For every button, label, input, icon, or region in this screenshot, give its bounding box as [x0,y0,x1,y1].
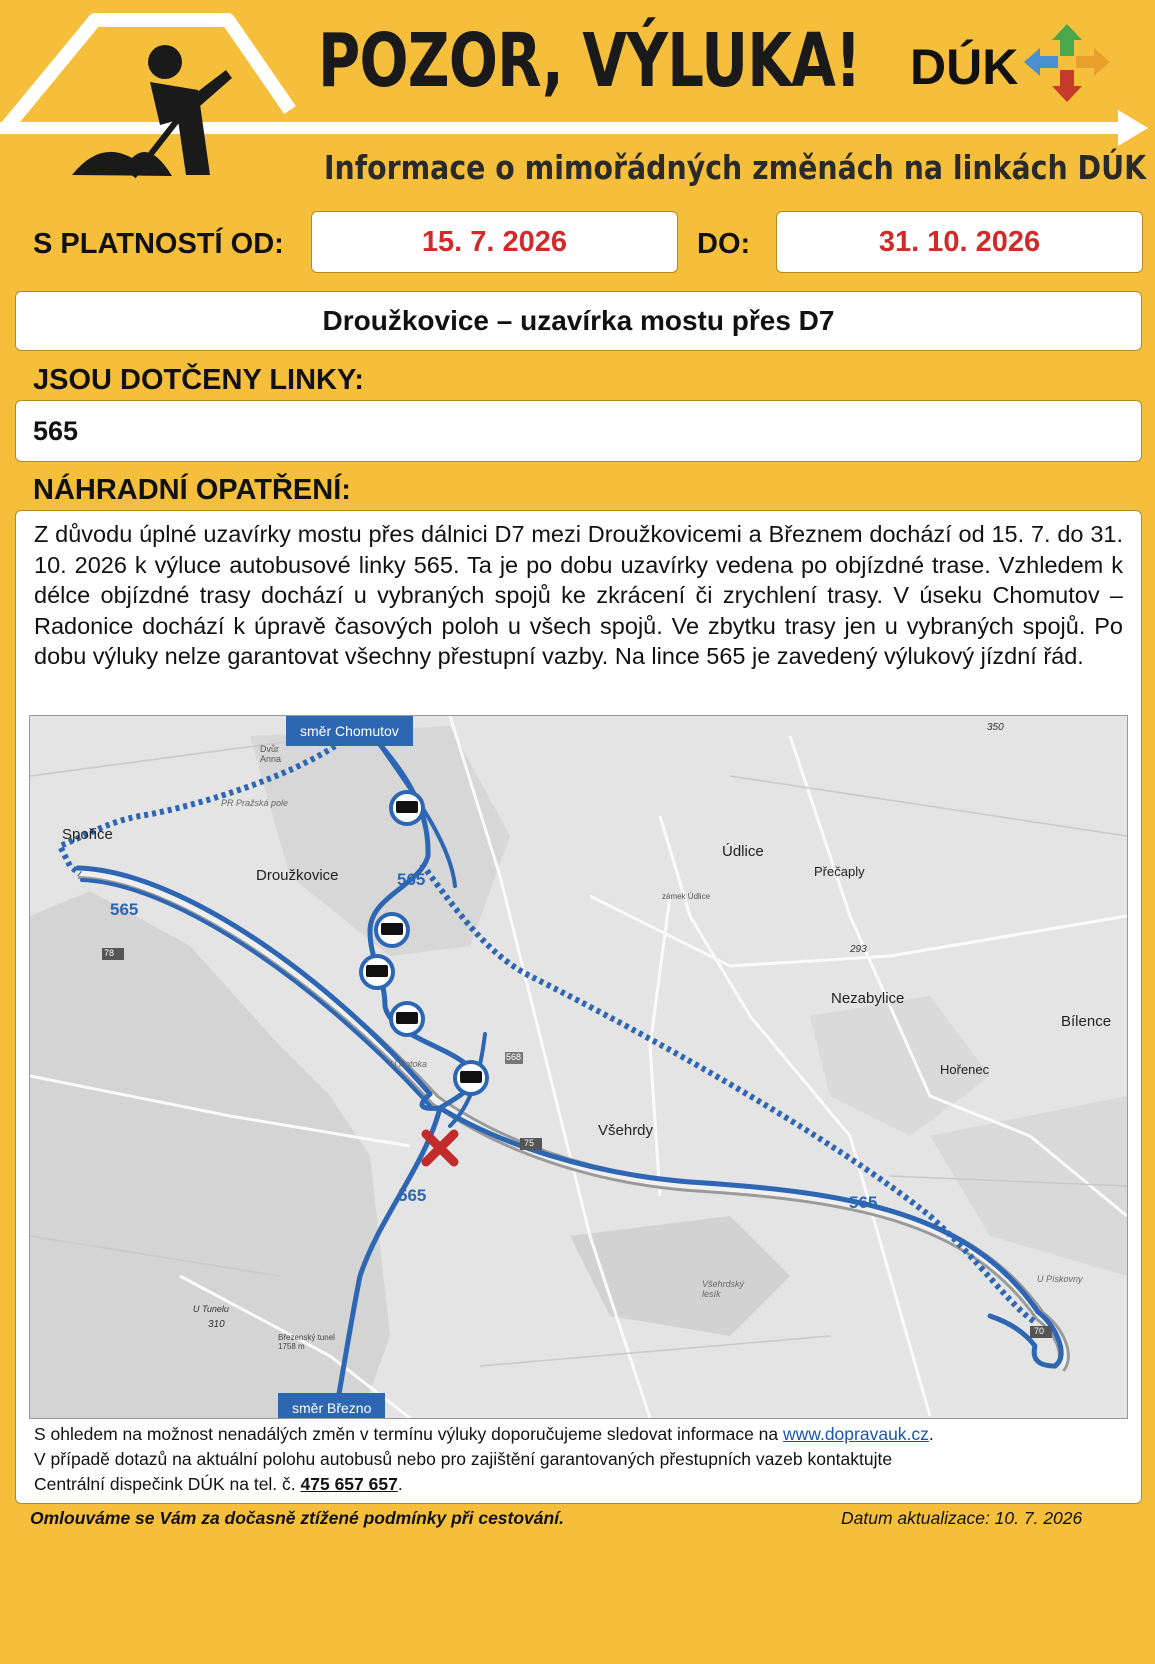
place-zamek-udlice: zámek Údlice [662,892,711,901]
measures-text: Z důvodu úplné uzavírky mostu přes dálnici D7 mezi Droužkovicemi a Březnem dochází od 15. 7. do 31. 10. 2026 k výluce autobusové linky 565. Ta je po dobu uzavírky vedena po objízdné trase. Vzhledem k délce objízdné trasy dochází u vybraných spojů ke zkrácení či zrychlení trasy. V úseku Chomutov – Radonice dochází k úpravě časových poloh u všech spojů. Ve zbytku trasy jen u vybraných spojů. Po dobu výluky nelze garantovat všechny přestupní vazby. Na lince 565 je zavedený výlukový jízdní řád. [34,521,1123,669]
valid-from-label: S PLATNOSTÍ OD: [33,228,284,260]
place-udlice: Údlice [722,843,764,860]
route-title-box [15,291,1142,351]
height-350: 350 [987,722,1004,733]
place-precaply: Přečaply [814,864,865,879]
update-date: Datum aktualizace: 10. 7. 2026 [841,1508,1083,1528]
note-text: . [397,1474,403,1494]
bus-stop-icon [391,792,423,824]
line-number-label: 565 [397,870,426,889]
valid-to-date: 31. 10. 2026 [878,226,1041,258]
dispatch-phone[interactable]: 475 657 657 [300,1474,398,1494]
road-number-70: 70 [1034,1326,1045,1336]
direction-chomutov-label: směr Chomutov [286,716,413,746]
place-u-potoka: U Potoka [390,1059,428,1069]
road-number-568: 568 [506,1052,522,1062]
page-title: POZOR, VÝLUKA! [318,18,861,104]
place-vsehrdsky-les: Všehrdský lesík [702,1279,745,1299]
measures-label: NÁHRADNÍ OPATŘENÍ: [33,474,351,506]
line-number-label: 565 [398,1186,427,1205]
place-pr-prazska-pole: PR Pražská pole [221,798,289,808]
note-line-3 [34,1474,403,1495]
place-u-tunelu: U Tunelu [193,1304,229,1314]
road-number-75: 75 [524,1138,535,1148]
line-number-label: 565 [849,1193,878,1212]
valid-from-date: 15. 7. 2026 [421,226,568,258]
bus-stop-icon [376,914,408,946]
brand-logo-text: DÚK [910,39,1019,95]
place-drouzkovice: Droužkovice [256,867,339,884]
route-title: Droužkovice – uzavírka mostu přes D7 [322,305,835,336]
note-text: . [928,1424,934,1444]
valid-from-box [311,211,678,273]
place-u-piskovny: U Pískovny [1037,1274,1083,1284]
bus-stop-icon [361,956,393,988]
bus-stop-icon [455,1062,487,1094]
detour-map [29,715,1128,1419]
duk-arrows-logo-icon [1022,22,1112,104]
affected-lines-label: JSOU DOTČENY LINKY: [33,364,364,396]
note-line-2: V případě dotazů na aktuální polohu autobusů nebo pro zajištění garantovaných přestupních vazeb kontaktujte [34,1449,893,1469]
affected-lines-box [15,400,1142,462]
place-brezensky-tunel: Březenský tunel 1758 m [278,1333,335,1351]
height-310: 310 [208,1319,225,1330]
place-horenec: Hořenec [940,1062,990,1077]
place-sporice: Spořice [62,826,113,843]
height-293: 293 [850,944,867,955]
bus-stop-icon [391,1003,423,1035]
affected-line-number: 565 [33,416,79,446]
valid-to-box [776,211,1143,273]
road-worker-icon [72,45,232,178]
direction-brezno-label: směr Březno [278,1393,385,1419]
page-subtitle: Informace o mimořádných změnách na linkách DÚK [324,148,1147,187]
apology-text: Omlouváme se Vám za dočasně ztížené podmínky při cestování. [30,1508,564,1528]
road-number-78: 78 [104,948,115,958]
place-bilence: Bílence [1061,1013,1112,1030]
valid-to-label: DO: [697,228,751,260]
note-text: Centrální dispečink DÚK na tel. č. [34,1474,301,1494]
place-dvur-anna: Dvůr Anna [260,744,282,764]
place-nezabylice: Nezabylice [831,990,905,1007]
website-link[interactable]: www.dopravauk.cz [783,1424,929,1444]
note-line-1 [34,1424,934,1445]
note-text: S ohledem na možnost nenadálých změn v termínu výluky doporučujeme sledovat informace na [34,1424,784,1444]
line-number-label: 565 [110,900,139,919]
place-vsehrdy: Všehrdy [598,1122,654,1139]
